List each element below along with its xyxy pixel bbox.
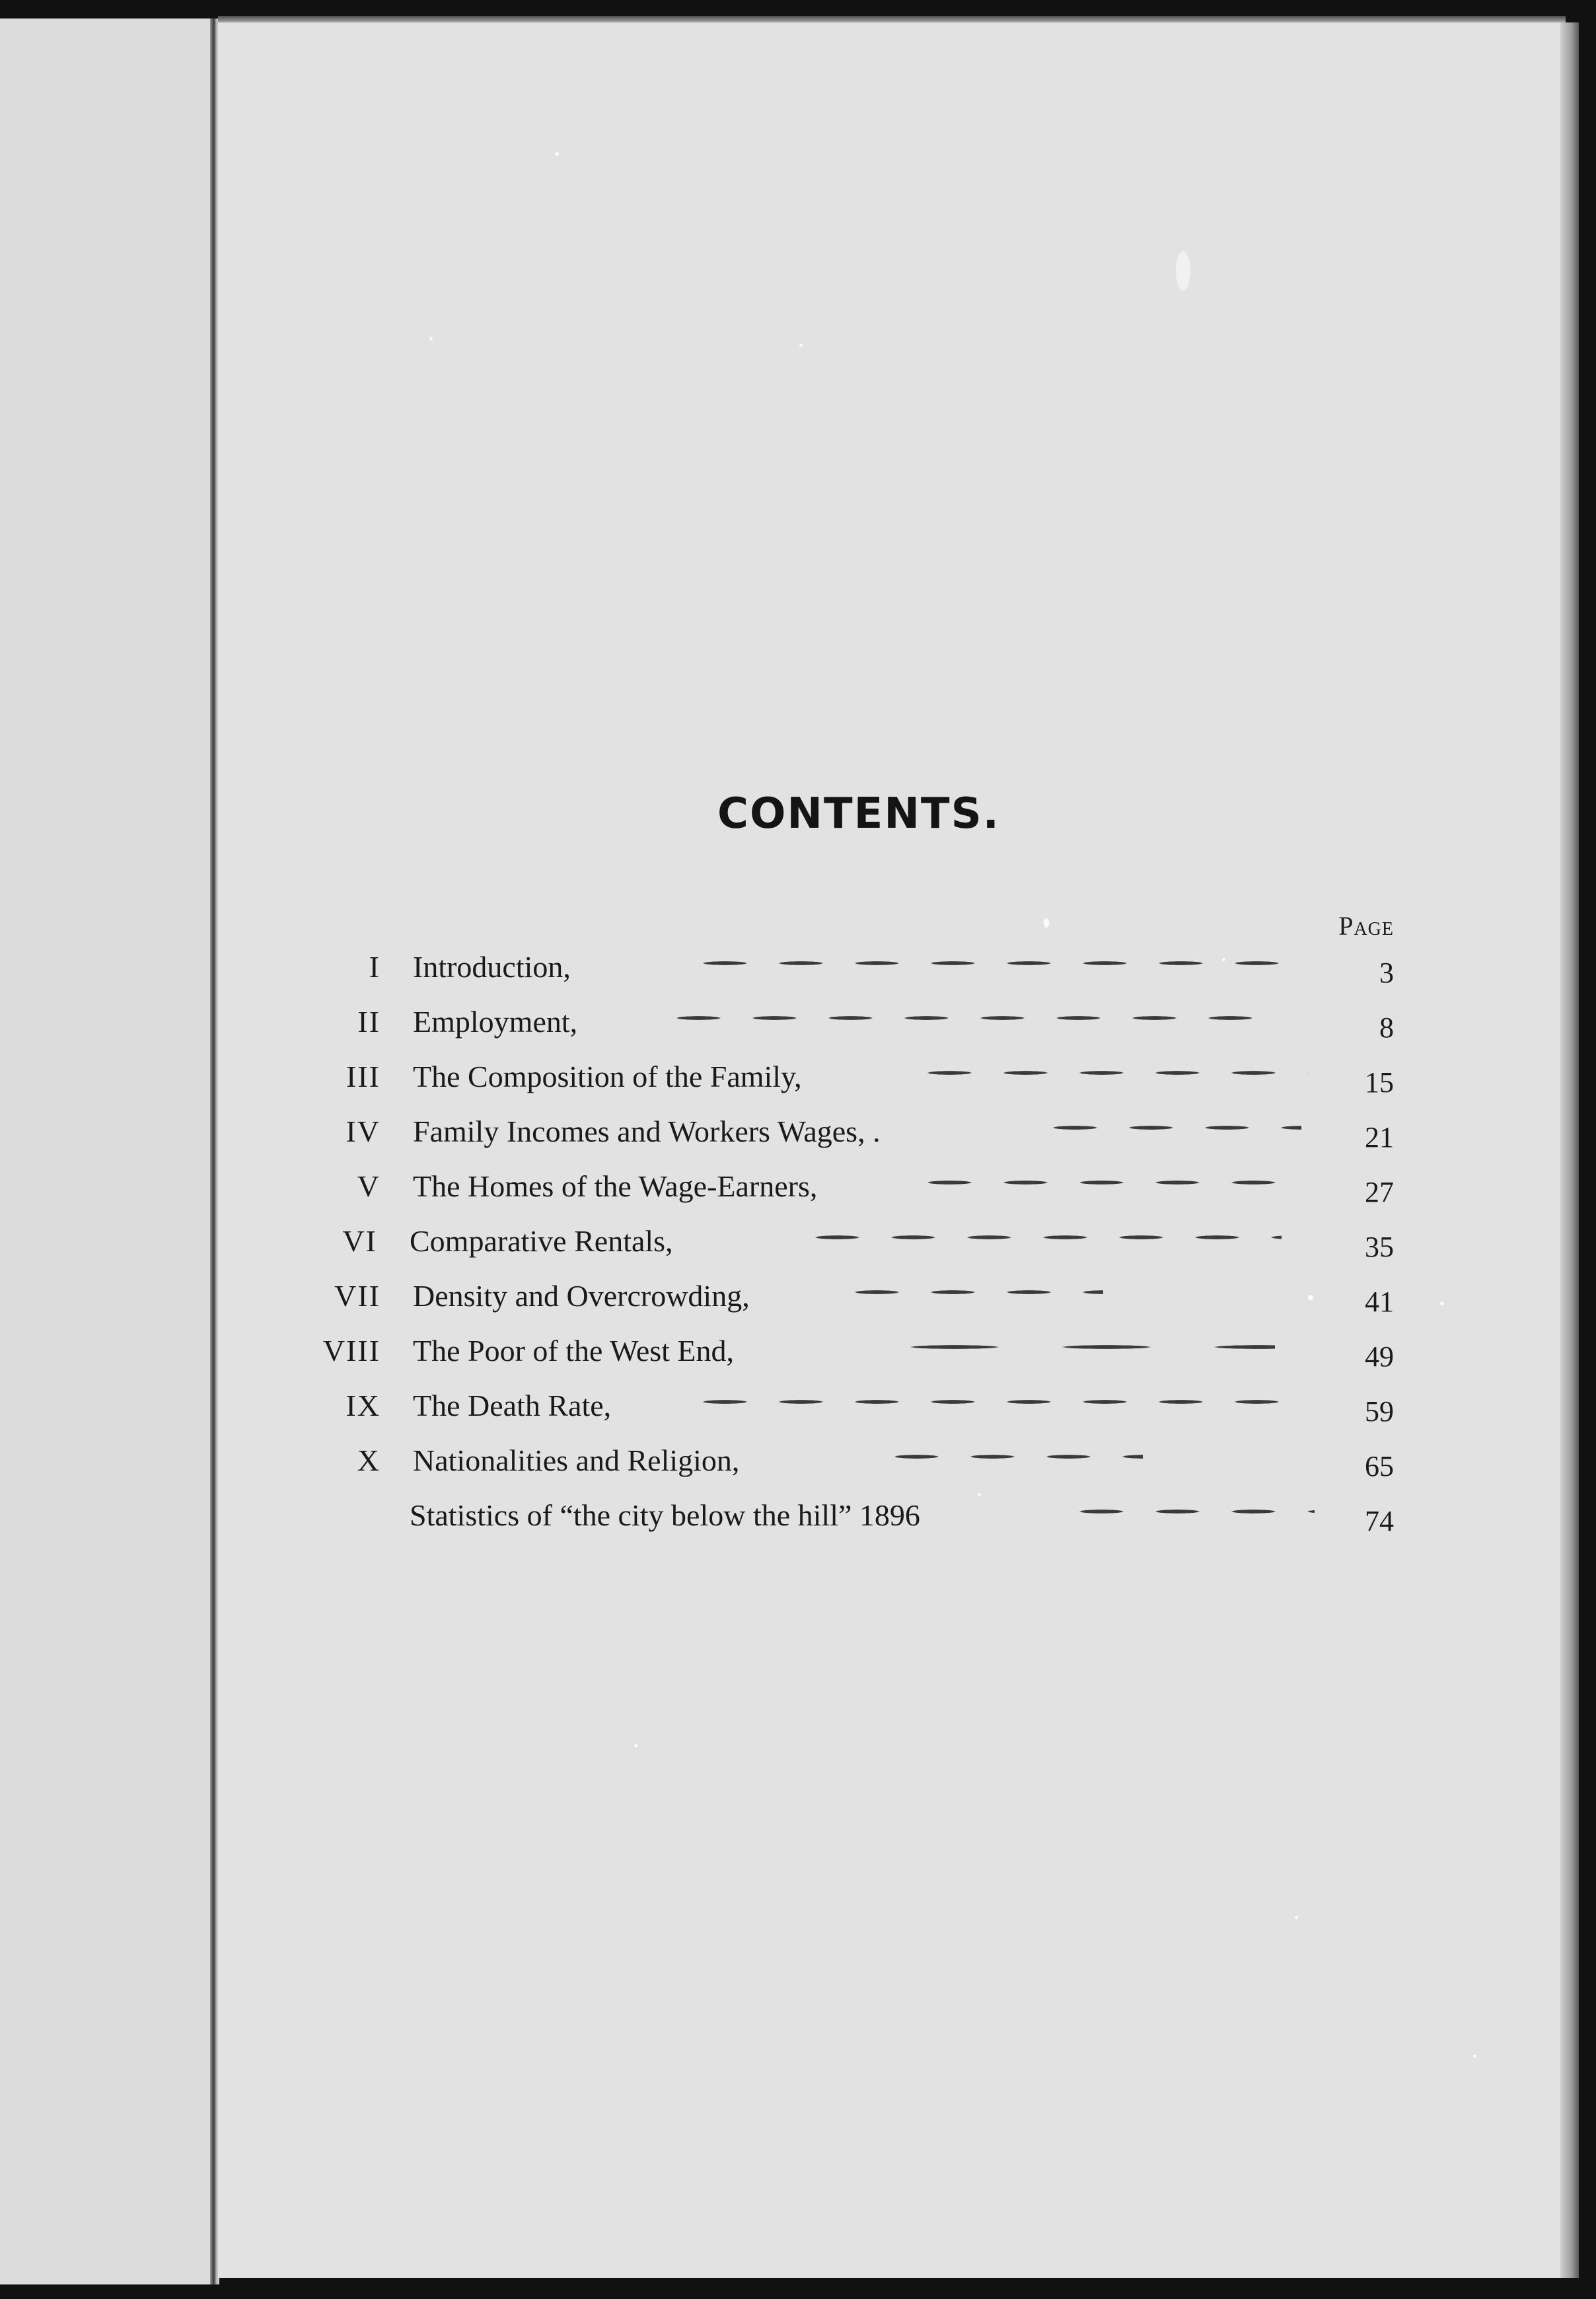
chapter-numeral: VI: [342, 1224, 377, 1258]
chapter-page-number: 74: [1365, 1505, 1394, 1537]
toc-entry: [0, 1388, 1596, 1428]
dot-leader: [839, 1289, 1103, 1295]
chapter-page-number: 8: [1379, 1011, 1394, 1044]
chapter-title: Family Incomes and Workers Wages, .: [413, 1114, 881, 1148]
dot-leader: [1037, 1124, 1301, 1131]
chapter-page-number: 3: [1379, 957, 1394, 989]
chapter-numeral: IV: [345, 1114, 381, 1148]
dot-leader: [661, 1015, 1275, 1021]
chapter-page-number: 21: [1365, 1121, 1394, 1153]
toc-entry: [0, 1114, 1596, 1153]
chapter-title: Nationalities and Religion,: [413, 1443, 740, 1477]
toc-entry: [0, 1223, 1596, 1263]
dot-leader: [687, 1399, 1308, 1405]
chapter-numeral: III: [346, 1060, 381, 1093]
chapter-page-number: 35: [1365, 1231, 1394, 1263]
dot-leader: [879, 1453, 1143, 1460]
dot-leader: [912, 1179, 1308, 1186]
toc-entry: [0, 1333, 1596, 1373]
dot-leader: [687, 960, 1301, 967]
chapter-page-number: 15: [1365, 1066, 1394, 1099]
toc-entry: [0, 1169, 1596, 1208]
chapter-title: The Homes of the Wage-Earners,: [413, 1169, 818, 1203]
dot-leader: [879, 1344, 1275, 1350]
chapter-numeral: V: [357, 1169, 381, 1203]
chapter-numeral: X: [357, 1443, 381, 1477]
chapter-title: The Poor of the West End,: [413, 1334, 735, 1368]
chapter-title: Statistics of “the city below the hill” 1896: [410, 1498, 920, 1532]
dot-leader: [799, 1234, 1282, 1241]
chapter-title: Density and Overcrowding,: [413, 1279, 750, 1313]
chapter-page-number: 41: [1365, 1286, 1394, 1318]
chapter-numeral: VII: [334, 1279, 381, 1313]
chapter-numeral: IX: [345, 1389, 381, 1422]
toc-entry: [0, 1004, 1596, 1044]
dot-leader: [1064, 1508, 1315, 1515]
chapter-page-number: 59: [1365, 1395, 1394, 1428]
chapter-page-number: 65: [1365, 1450, 1394, 1482]
toc-entry: [0, 1059, 1596, 1099]
toc-entry: [0, 1443, 1596, 1482]
chapter-title: Employment,: [413, 1005, 578, 1039]
chapter-title: The Composition of the Family,: [413, 1060, 802, 1093]
toc-entry: [0, 1498, 1596, 1537]
toc-entry: [0, 1278, 1596, 1318]
chapter-numeral: II: [357, 1005, 381, 1039]
chapter-page-number: 49: [1365, 1340, 1394, 1373]
chapter-numeral: I: [369, 950, 381, 984]
contents-heading: CONTENTS.: [717, 789, 1000, 838]
page-column-label: Page: [1338, 911, 1394, 941]
chapter-title: Comparative Rentals,: [410, 1224, 673, 1258]
dot-leader: [912, 1070, 1308, 1076]
toc-entry: [0, 949, 1596, 989]
chapter-title: Introduction,: [413, 950, 571, 984]
chapter-title: The Death Rate,: [413, 1389, 612, 1422]
chapter-page-number: 27: [1365, 1176, 1394, 1208]
chapter-numeral: VIII: [322, 1334, 381, 1368]
